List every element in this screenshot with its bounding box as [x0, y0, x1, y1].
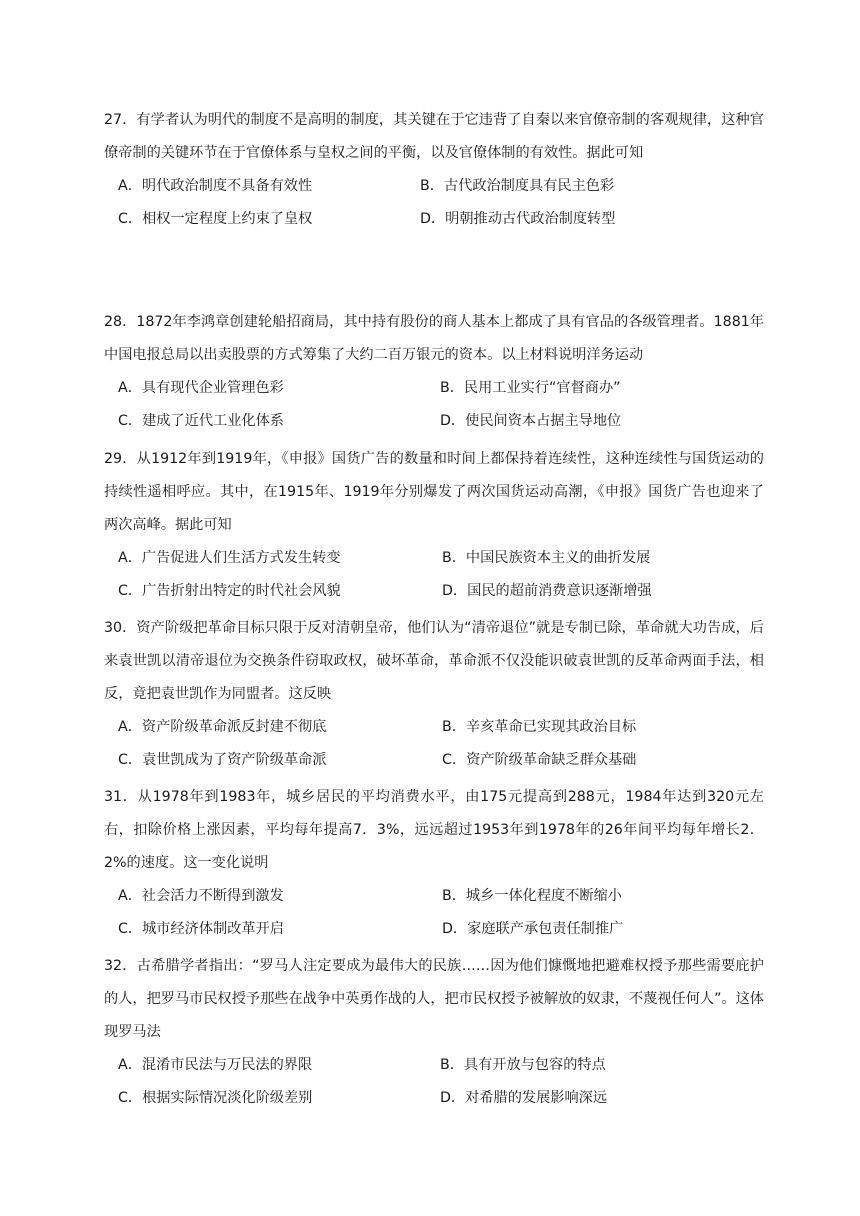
question-27: [104, 104, 764, 236]
question-stem: 32．古希腊学者指出：“罗马人注定要成为最伟大的民族……因为他们慷慨地把避难权授予那些需要庇护的人，把罗马市民权授予那些在战争中英勇作战的人，把市民权授予被解放的奴隶，不蔑视任何人”。这体现罗马法: [104, 958, 764, 1040]
options-row: [104, 405, 764, 438]
question-30: [104, 612, 764, 777]
option-b[interactable]: B．民用工业实行“官督商办”: [440, 380, 621, 396]
option-c[interactable]: C．广告折射出特定的时代社会风貌: [118, 583, 341, 599]
question-stem: 30．资产阶级把革命目标只限于反对清朝皇帝，他们认为“清帝退位”就是专制已除，革命就大功告成，后来袁世凯以清帝退位为交换条件窃取政权，破坏革命，革命派不仅没能识破袁世凯的反革命两面手法，相反，竟把袁世凯作为同盟者。这反映: [104, 620, 764, 702]
option-b[interactable]: B．具有开放与包容的特点: [440, 1057, 606, 1073]
option-b[interactable]: B．古代政治制度具有民主色彩: [420, 178, 615, 194]
option-b[interactable]: B．中国民族资本主义的曲折发展: [442, 550, 651, 566]
option-b[interactable]: B．辛亥革命已实现其政治目标: [442, 719, 637, 735]
option-a[interactable]: A．明代政治制度不具备有效性: [118, 178, 313, 194]
options-row: [104, 880, 764, 913]
options-row: [104, 1049, 764, 1082]
options-row: [104, 711, 764, 744]
options-row: [104, 372, 764, 405]
option-d[interactable]: D．国民的超前消费意识逐渐增强: [442, 583, 652, 599]
option-c[interactable]: C．根据实际情况淡化阶级差别: [118, 1090, 313, 1106]
options-row: [104, 575, 764, 608]
question-29: [104, 443, 764, 608]
options-row: [104, 203, 764, 236]
option-a[interactable]: A．社会活力不断得到激发: [118, 888, 284, 904]
options-row: [104, 913, 764, 946]
question-stem: 27．有学者认为明代的制度不是高明的制度，其关键在于它违背了自秦以来官僚帝制的客观规律，这种官僚帝制的关键环节在于官僚体系与皇权之间的平衡，以及官僚体制的有效性。据此可知: [104, 112, 764, 161]
options-row: [104, 542, 764, 575]
option-b[interactable]: B．城乡一体化程度不断缩小: [442, 888, 622, 904]
option-c[interactable]: C．建成了近代工业化体系: [118, 413, 284, 429]
options-row: [104, 744, 764, 777]
option-d[interactable]: D．明朝推动古代政治制度转型: [420, 211, 616, 227]
option-c-second[interactable]: C．资产阶级革命缺乏群众基础: [442, 752, 637, 768]
option-a[interactable]: A．广告促进人们生活方式发生转变: [118, 550, 341, 566]
option-d[interactable]: D．使民间资本占据主导地位: [440, 413, 622, 429]
option-c[interactable]: C．袁世凯成为了资产阶级革命派: [118, 752, 327, 768]
options-row: [104, 1082, 764, 1115]
option-a[interactable]: A．具有现代企业管理色彩: [118, 380, 284, 396]
question-28: [104, 306, 764, 438]
question-stem: 29．从1912年到1919年，《申报》国货广告的数量和时间上都保持着连续性，这种连续性与国货运动的持续性遥相呼应。其中，在1915年、1919年分别爆发了两次国货运动高潮，《申报》国货广告也迎来了两次高峰。据此可知: [104, 451, 764, 533]
question-stem: 28．1872年李鸿章创建轮船招商局，其中持有股份的商人基本上都成了具有官品的各级管理者。1881年中国电报总局以出卖股票的方式筹集了大约二百万银元的资本。以上材料说明洋务运动: [104, 314, 764, 363]
question-32: [104, 950, 764, 1115]
option-a[interactable]: A．混淆市民法与万民法的界限: [118, 1057, 313, 1073]
option-d[interactable]: D．家庭联产承包责任制推广: [442, 921, 624, 937]
option-c[interactable]: C．城市经济体制改革开启: [118, 921, 284, 937]
option-c[interactable]: C．相权一定程度上约束了皇权: [118, 211, 313, 227]
options-row: [104, 170, 764, 203]
question-stem: 31．从1978年到1983年，城乡居民的平均消费水平，由175元提高到288元，1984年达到320元左右，扣除价格上涨因素，平均每年提高7．3%，远远超过1953年到1978年的26年间平均每年增长2．2%的速度。这一变化说明: [104, 789, 764, 871]
option-d[interactable]: D．对希腊的发展影响深远: [440, 1090, 608, 1106]
question-31: [104, 781, 764, 946]
option-a[interactable]: A．资产阶级革命派反封建不彻底: [118, 719, 327, 735]
